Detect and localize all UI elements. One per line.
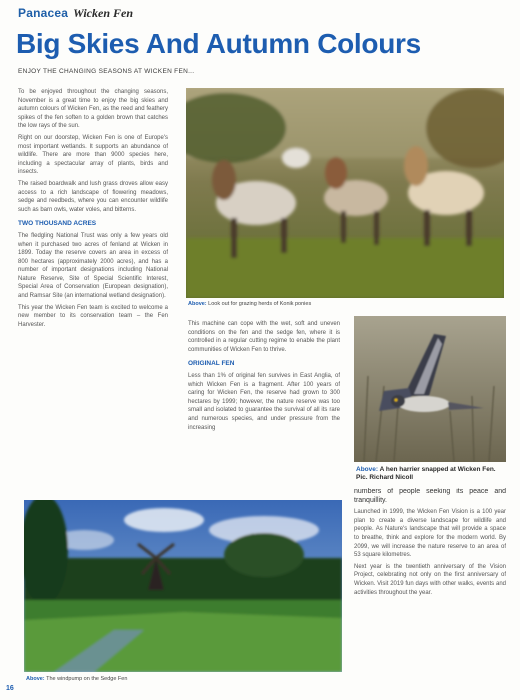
body-column-left [18, 88, 168, 498]
headline: Big Skies And Autumn Colours [16, 28, 421, 59]
paragraph: Right on our doorstep, Wicken Fen is one of Europe's most important wetlands. It supports an abundance of wildlife. There are more than 9000 species here, including a spectacular array of plants, birds and insects. [18, 134, 168, 176]
caption-text: Look out for grazing herds of Konik ponies [208, 301, 312, 307]
paragraph: Launched in 1999, the Wicken Fen Vision is a 100 year plan to create a diverse landscape for wildlife and people. As Nature's landscape that will provide a space to breathe, think and explore for the modern world. By 2099, we will increase the nature reserve to an area of 53 square kilometres. [354, 509, 506, 559]
konik-ponies-photo [186, 88, 504, 298]
paragraph: This machine can cope with the wet, soft and uneven conditions on the fen and the sedge fen, where it is controlled in a regular cutting regime to enable the plant communities of Wicken Fen to thrive. [188, 321, 340, 353]
paragraph: numbers of people seeking its peace and tranquillity. [354, 488, 506, 504]
photo-caption [356, 466, 506, 482]
photo-caption [26, 676, 127, 682]
standfirst: ENJOY THE CHANGING SEASONS AT WICKEN FEN... [18, 68, 195, 75]
paragraph: To be enjoyed throughout the changing seasons, November is a great time to enjoy the big skies and autumn colours of Wicken Fen, as the reed and feathery spikes of the fen soften to a golden brown that catches the low rays of the sun. [18, 89, 168, 130]
section-header [18, 6, 133, 21]
paragraph: The fledgling National Trust was only a few years old when it purchased two acres of fenland at Wicken in 1899. Today the reserve covers an area in excess of 800 hectares (approximately 2000 acres), and has a number of important designations including National Nature Reserve, Site of Special Scientific Interest, Special Area of Conservation (European designation), and Ramsar Site (an international wetland designation). [18, 232, 168, 300]
paragraph: Next year is the twentieth anniversary of the Vision Project, celebrating not only on the first anniversary of Wicken. Visit 2019 fun days with other walks, events and activities throughout the year. [354, 563, 506, 596]
section-name: Wicken Fen [73, 6, 133, 20]
caption-text: The windpump on the Sedge Fen [46, 676, 128, 682]
body-column-middle [188, 320, 340, 505]
caption-text: A hen harrier snapped at Wicken Fen. Pic. Richard Nicoll [356, 466, 496, 481]
page-number: 16 [6, 685, 14, 692]
paragraph: The raised boardwalk and lush grass droves allow easy access to a rich landscape of flowering meadows, sedge and reedbeds, where you can encounter wildlife such as barn owls, water voles, and bitterns. [18, 180, 168, 213]
caption-label: Above: [188, 301, 207, 307]
photo-caption [188, 301, 311, 307]
paragraph: This year the Wicken Fen team is excited to welcome a new member to its conservation team – the Fen Harvester. [18, 304, 168, 328]
caption-label: Above: [356, 466, 379, 473]
subheading: TWO THOUSAND ACRES [18, 220, 97, 228]
paragraph: Less than 1% of original fen survives in East Anglia, of which Wicken Fen is a fragment. After 100 years of caring for Wicken Fen, the reserve had grown to 300 hectares by 1999; however, the nature reserve was too small and isolated to guarantee the survival of all its rare and numerous species, and under pressure from the increasing [188, 372, 340, 431]
caption-label: Above: [26, 676, 45, 682]
subheading: ORIGINAL FEN [188, 360, 235, 368]
hen-harrier-photo [354, 316, 506, 462]
windpump-landscape-photo [24, 500, 342, 672]
body-column-right [354, 488, 506, 678]
brand-name: Panacea [18, 6, 69, 20]
